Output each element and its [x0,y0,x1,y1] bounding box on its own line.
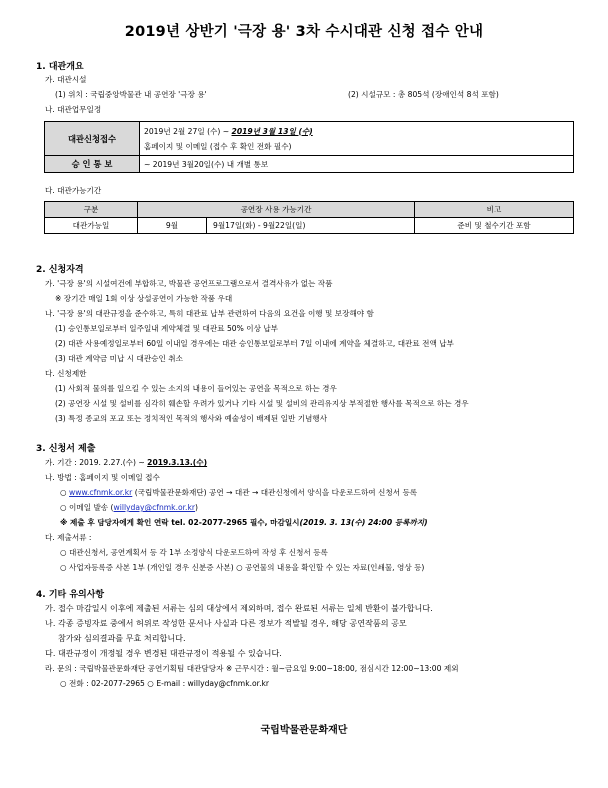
s2-da3: (3) 특정 종교의 포교 또는 정치적인 목적의 행사와 예술성이 배제된 일반 기념행사 [55,414,328,423]
s2-na1: (1) 승인통보일로부터 일주일내 계약체결 및 대관료 50% 이상 납부 [55,324,278,333]
section-3-heading: 3. 신청서 제출 [36,444,96,454]
period-table [44,201,574,234]
td-note: 준비 및 철수기간 포함 [415,218,574,234]
label-application: 대관신청접수 [45,122,140,156]
approval-value: ~ 2019년 3월20일(수) 내 개별 통보 [140,156,574,173]
s3-da: 다. 제출서류 : [45,533,92,542]
circle-bullet-icon: ○ [60,488,70,497]
section-2-heading: 2. 신청자격 [36,265,84,275]
s4-contact: ○ 전화 : 02-2077-2965 ○ E-mail : willyday@cfnmk.or.kr [60,679,270,688]
s2-da1: (1) 사회적 물의를 일으킬 수 있는 소지의 내용이 들어있는 공연을 목적으로 하는 경우 [55,384,337,393]
s2-ga-note: ※ 장기간 매일 1회 이상 상설공연이 가능한 작품 우대 [55,294,233,303]
td-dates: 9월17일(화) - 9월22일(일) [207,218,415,234]
s3-ga-prefix: 가. 기간 : 2019. 2.27.(수) ~ [45,458,148,467]
s2-ga: 가. '극장 용'의 시설여건에 부합하고, 박물관 공연프로그램으로서 결격사유가 없는 작품 [45,279,333,288]
s1-da: 다. 대관가능기간 [45,186,102,195]
s4-na-line1: 나. 각종 증빙자료 중에서 허위로 작성한 문서나 사실과 다른 정보가 적발될 경우, 해당 공연작품의 공모 [45,618,407,628]
s1-na: 나. 대관업무일정 [45,105,102,114]
s4-ra: 라. 문의 : 국립박물관문화재단 공연기획팀 대관담당자 ※ 근무시간 : 월~금요일 9:00~18:00, 점심시간 12:00~13:00 제외 [45,664,459,673]
td-type: 대관가능일 [45,218,138,234]
footer-organization: 국립박물관문화재단 [260,725,348,736]
s3-na-note [60,517,428,528]
s3-na: 나. 방법 : 홈페이지 및 이메일 접수 [45,473,160,482]
s4-da: 다. 대관규정이 개정될 경우 변경된 대관규정이 적용될 수 있습니다. [45,648,282,658]
s1-ga: 가. 대관시설 [45,75,87,84]
s4-ga: 가. 접수 마감일시 이후에 제출된 서류는 심의 대상에서 제외하며, 접수 완료된 서류는 일체 반환이 불가합니다. [45,603,433,613]
s2-da: 다. 신청제한 [45,369,87,378]
section-1-heading: 1. 대관개요 [36,62,84,72]
s3-na1-rest: (국립박물관문화재단) 공연 → 대관 → 대관신청에서 양식을 다운로드하여 신청서 등록 [132,488,418,497]
td-month: 9월 [138,218,207,234]
th-note: 비고 [415,202,574,218]
period-end: 2019년 3월 13일 (수) [231,126,313,136]
s3-da2: ○ 사업자등록증 사본 1부 (개인일 경우 신분증 사본) ○ 공연물의 내용을 확인할 수 있는 자료(인쇄물, 영상 등) [60,563,425,572]
s1-ga-capacity: (2) 시설규모 : 총 805석 (장애인석 8석 포함) [348,90,499,99]
label-approval: 승 인 통 보 [45,156,140,173]
s3-note-text: ※ 제출 후 담당자에게 확인 연락 tel. 02-2077-2965 필수, 마감일시 [60,518,300,527]
s3-ga [45,457,207,468]
section-4-heading: 4. 기타 유의사항 [36,590,105,600]
s3-na2-prefix: ○ 이메일 발송 ( [60,503,114,512]
period-start: 2019년 2월 27일 (수) ~ [144,126,232,136]
s2-na3: (3) 대관 계약금 미납 시 대관승인 취소 [55,354,183,363]
s3-note-deadline: (2019. 3. 13(수) 24:00 등록까지) [299,518,428,527]
s3-na1 [60,487,417,498]
schedule-table [44,121,574,173]
s2-na: 나. '극장 용'의 대관규정을 준수하고, 특히 대관료 납부 관련하여 다음의 요건을 이행 및 보장해야 함 [45,309,374,318]
th-type: 구분 [45,202,138,218]
application-period [140,122,574,156]
s1-ga-location: (1) 위치 : 국립중앙박물관 내 공연장 '극장 용' [55,90,207,99]
s2-da2: (2) 공연장 시설 및 설비를 심각히 훼손할 우려가 있거나 기타 시설 및 설비의 관리유지상 부적절한 행사를 목적으로 하는 경우 [55,399,469,408]
s3-na2-suffix: ) [195,503,198,512]
s3-ga-deadline: 2019.3.13.(수) [147,458,208,467]
s2-na2: (2) 대관 사용예정일로부터 60일 이내일 경우에는 대관 승인통보일로부터 7일 이내에 계약을 체결하고, 대관료 전액 납부 [55,339,454,348]
s4-na-line2: 참가와 심의결과를 무효 처리합니다. [58,633,186,643]
s3-da1: ○ 대관신청서, 공연계획서 등 각 1부 소정양식 다운로드하여 작성 후 신청서 등록 [60,548,328,557]
application-method: 홈페이지 및 이메일 (접수 후 확인 전화 필수) [144,141,292,151]
s3-na2 [60,502,198,513]
email-link[interactable]: willyday@cfnmk.or.kr [113,503,195,512]
th-period: 공연장 사용 가능기간 [138,202,415,218]
page-title: 2019년 상반기 '극장 용' 3차 수시대관 신청 접수 안내 [124,24,484,40]
website-link[interactable]: www.cfnmk.or.kr [69,488,133,497]
